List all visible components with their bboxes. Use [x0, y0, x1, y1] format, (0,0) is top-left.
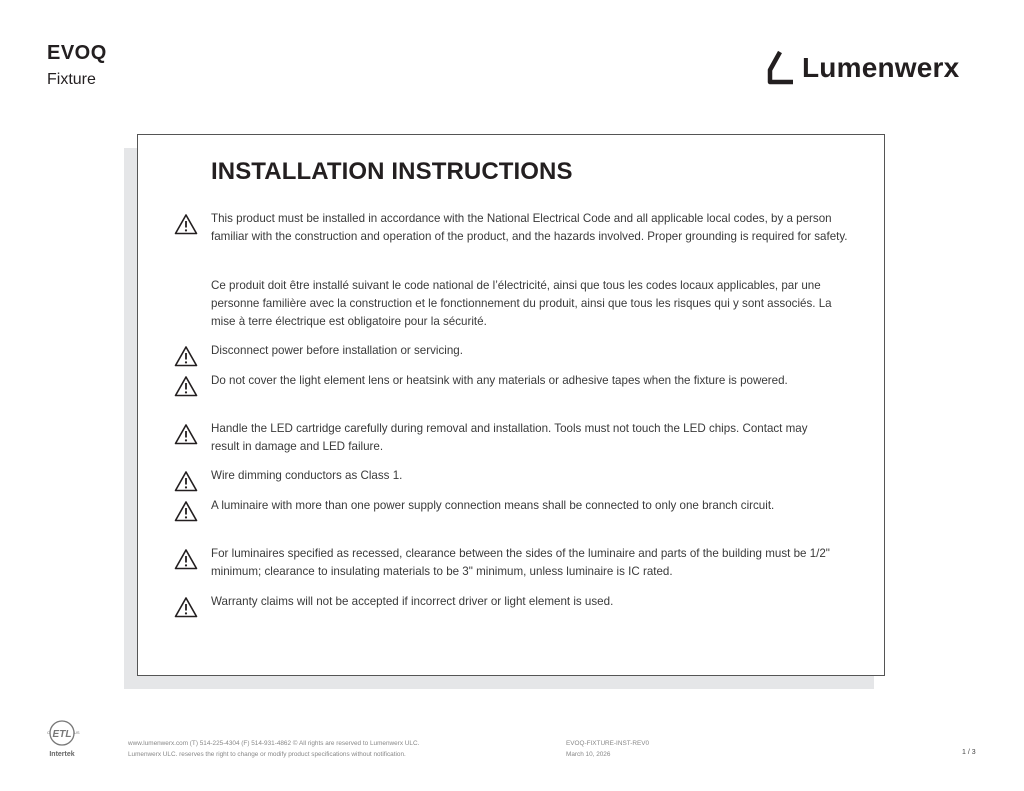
warning-triangle-icon: [174, 423, 198, 445]
page-number: 1 / 3: [962, 749, 976, 756]
warning-triangle-icon: [174, 213, 198, 235]
warning-triangle-icon: [174, 345, 198, 367]
cert-us: US: [74, 730, 80, 735]
instruction-text: Do not cover the light element lens or heatsink with any materials or adhesive tapes when the fixture is powered.: [211, 374, 788, 387]
product-subtitle: Fixture: [47, 71, 96, 88]
cert-label: Intertek: [49, 751, 75, 758]
footer-doc-id: EVOQ-FIXTURE-INST-REV0: [566, 740, 650, 747]
warning-triangle-icon: [174, 596, 198, 618]
footer-contact: www.lumenwerx.com (T) 514-225-4304 (F) 514-931-4862 © All rights are reserved to Lumenwerx ULC.: [128, 740, 420, 747]
etl-certification-icon: [46, 717, 80, 761]
instruction-text: Warranty claims will not be accepted if incorrect driver or light element is used.: [211, 595, 614, 608]
instruction-text: For luminaires specified as recessed, clearance between the sides of the luminaire and parts of the building must be 1/2" minimum; clearance to insulating materials to be 3" minimum, unless luminaire is IC rated.: [211, 547, 830, 578]
cert-mark: ETL: [52, 729, 72, 740]
instruction-text-french: Ce produit doit être installé suivant le code national de l’électricité, ainsi que tous les codes locaux applicables, par une personne familière avec la construction et le fonctionnement du produit, ainsi que tous les risques qui y sont associés. La mise à terre électrique est obligatoire pour la sécurité.: [211, 279, 832, 328]
panel-heading: INSTALLATION INSTRUCTIONS: [211, 158, 573, 185]
instruction-text: Handle the LED cartridge carefully during removal and installation. Tools must not touch the LED chips. Contact may result in damage and LED failure.: [211, 422, 808, 453]
warning-triangle-icon: [174, 500, 198, 522]
warning-triangle-icon: [174, 470, 198, 492]
product-title: EVOQ: [47, 42, 107, 64]
instruction-text: This product must be installed in accordance with the National Electrical Code and all applicable local codes, by a person familiar with the construction and operation of the product, and the hazards involved. Proper grounding is required for safety.: [211, 212, 848, 243]
warning-triangle-icon: [174, 375, 198, 397]
footer-rights: Lumenwerx ULC. reserves the right to change or modify product specifications without notification.: [128, 751, 406, 758]
brand-logo: [766, 48, 959, 88]
instruction-text: A luminaire with more than one power supply connection means shall be connected to only one branch circuit.: [211, 499, 775, 512]
lumenwerx-logo-mark-icon: [766, 49, 796, 87]
instruction-text: Wire dimming conductors as Class 1.: [211, 469, 403, 482]
instruction-text: Disconnect power before installation or servicing.: [211, 344, 463, 357]
footer-doc-date: March 10, 2026: [566, 751, 611, 758]
warning-triangle-icon: [174, 548, 198, 570]
brand-name: Lumenwerx: [802, 52, 960, 83]
cert-c: C: [47, 730, 50, 735]
